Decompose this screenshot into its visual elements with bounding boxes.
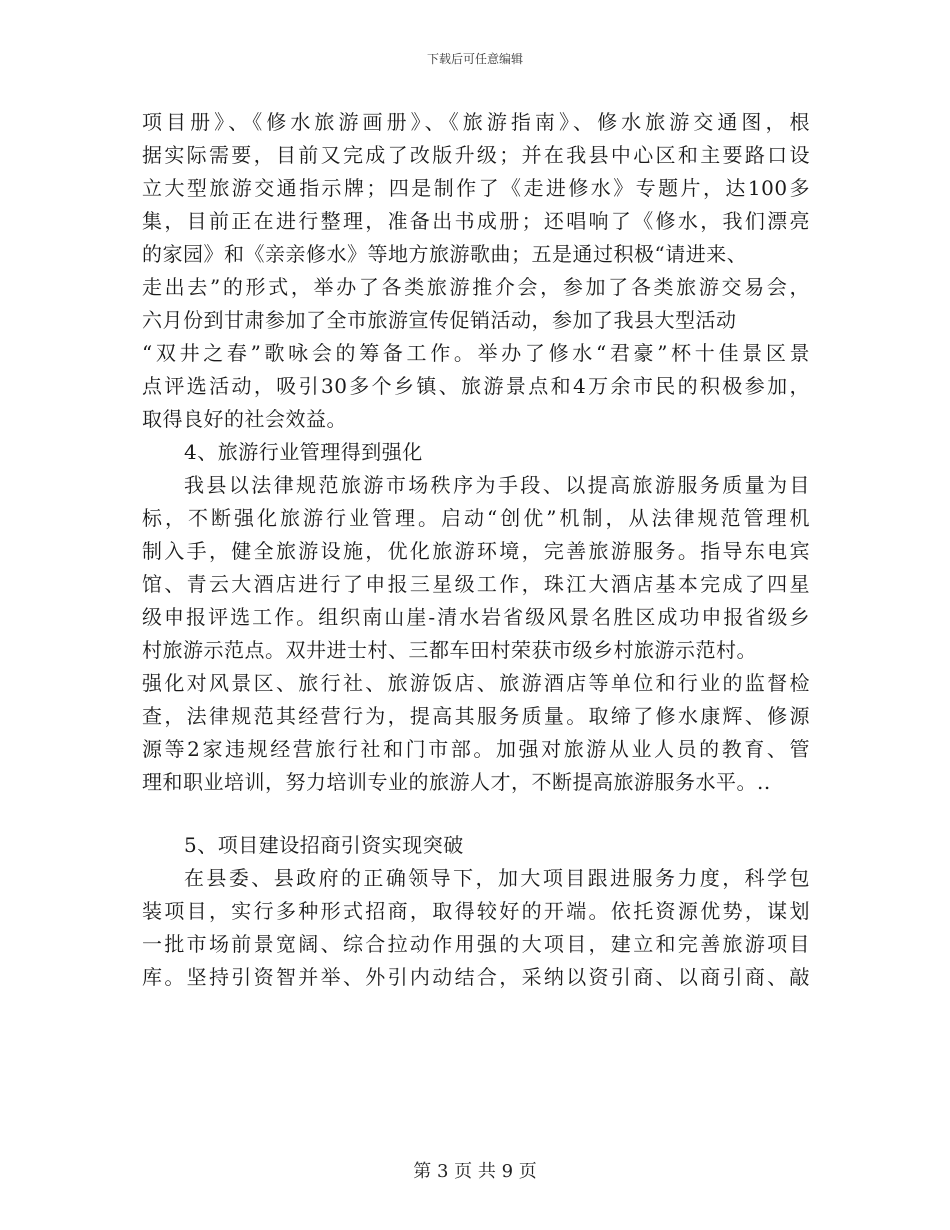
text-line: 立大型旅游交通指示牌；四是制作了《走进修水》专题片，达100多 — [142, 176, 810, 200]
text-line: 一批市场前景宽阔、综合拉动作用强的大项目，建立和完善旅游项目 — [142, 932, 810, 956]
text-line: 查，法律规范其经营行为，提高其服务质量。取缔了修水康辉、修源 — [142, 704, 810, 728]
text-line: 村旅游示范点。双井进士村、三都车田村荣获市级乡村旅游示范村。 — [142, 638, 757, 662]
text-line: 据实际需要，目前又完成了改版升级；并在我县中心区和主要路口设 — [142, 143, 810, 167]
page-header: 下载后可任意编辑 — [426, 52, 523, 66]
text-line: 制入手，健全旅游设施，优化旅游环境，完善旅游服务。指导东电宾 — [142, 539, 810, 563]
text-line: 我县以法律规范旅游市场秩序为手段、以提高旅游服务质量为目 — [184, 473, 810, 497]
section-heading: 4、旅游行业管理得到强化 — [184, 440, 423, 464]
text-line: 走出去”的形式，举办了各类旅游推介会，参加了各类旅游交易会， — [142, 275, 810, 299]
text-line: “双井之春”歌咏会的筹备工作。举办了修水“君豪”杯十佳景区景 — [142, 341, 810, 365]
text-line: 装项目，实行多种形式招商，取得较好的开端。依托资源优势，谋划 — [142, 899, 810, 923]
text-line: 在县委、县政府的正确领导下，加大项目跟进服务力度，科学包 — [184, 866, 810, 890]
document-body — [142, 106, 810, 994]
section-heading: 5、项目建设招商引资实现突破 — [184, 833, 464, 857]
text-line: 理和职业培训，努力培训专业的旅游人才，不断提高旅游服务水平。.. — [142, 770, 771, 794]
paragraph-gap — [142, 799, 810, 829]
text-line: 馆、青云大酒店进行了申报三星级工作，珠江大酒店基本完成了四星 — [142, 572, 810, 596]
text-line: 的家园》和《亲亲修水》等地方旅游歌曲；五是通过积极“请进来、 — [142, 242, 748, 266]
text-line: 集，目前正在进行整理，准备出书成册；还唱响了《修水，我们漂亮 — [142, 209, 810, 233]
text-line: 点评选活动，吸引30多个乡镇、旅游景点和4万余市民的积极参加， — [142, 374, 810, 398]
text-line: 源等2家违规经营旅行社和门市部。加强对旅游从业人员的教育、管 — [142, 737, 810, 761]
text-line: 六月份到甘肃参加了全市旅游宣传促销活动，参加了我县大型活动 — [142, 308, 737, 332]
text-line: 项目册》、《修水旅游画册》、《旅游指南》、修水旅游交通图，根 — [142, 110, 810, 134]
text-line: 取得良好的社会效益。 — [142, 407, 347, 431]
text-line: 标，不断强化旅游行业管理。启动“创优”机制，从法律规范管理机 — [142, 506, 810, 530]
text-line: 库。坚持引资智并举、外引内动结合，采纳以资引商、以商引商、敲 — [142, 965, 810, 989]
page-number: 第 3 页 共 9 页 — [413, 1161, 537, 1182]
text-line: 级申报评选工作。组织南山崖-清水岩省级风景名胜区成功申报省级乡 — [142, 605, 810, 629]
text-line: 强化对风景区、旅行社、旅游饭店、旅游酒店等单位和行业的监督检 — [142, 671, 810, 695]
